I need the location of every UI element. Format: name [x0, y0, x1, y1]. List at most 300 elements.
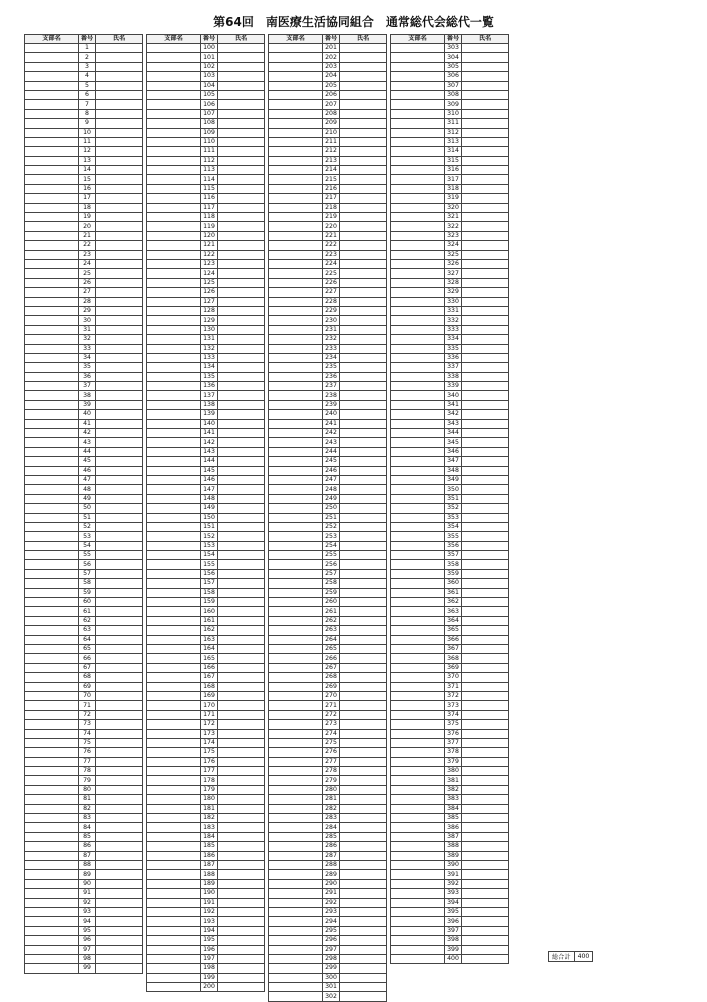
member-number: 51 [79, 513, 96, 522]
member-name [340, 203, 387, 212]
table-row [391, 560, 509, 569]
member-name [462, 579, 509, 588]
table-row [391, 297, 509, 306]
member-number: 266 [323, 654, 340, 663]
member-number: 42 [79, 429, 96, 438]
table-row [25, 663, 143, 672]
table-row [391, 119, 509, 128]
branch-cell [391, 823, 445, 832]
member-name [462, 532, 509, 541]
member-number: 194 [201, 926, 218, 935]
member-number: 293 [323, 907, 340, 916]
member-name [462, 926, 509, 935]
member-number: 25 [79, 269, 96, 278]
member-name [462, 701, 509, 710]
member-name [96, 776, 143, 785]
member-name [462, 382, 509, 391]
table-row [391, 823, 509, 832]
member-number: 9 [79, 119, 96, 128]
member-name [340, 579, 387, 588]
branch-cell [25, 81, 79, 90]
branch-cell [269, 222, 323, 231]
table-row [25, 400, 143, 409]
branch-cell [147, 447, 201, 456]
branch-cell [147, 175, 201, 184]
member-number: 274 [323, 729, 340, 738]
table-row [269, 832, 387, 841]
table-row [269, 90, 387, 99]
member-number: 295 [323, 926, 340, 935]
member-number: 54 [79, 541, 96, 550]
table-row [391, 363, 509, 372]
branch-cell [269, 306, 323, 315]
branch-cell [391, 645, 445, 654]
member-number: 363 [445, 607, 462, 616]
table-row [391, 569, 509, 578]
member-number: 381 [445, 776, 462, 785]
branch-cell [269, 447, 323, 456]
branch-cell [25, 560, 79, 569]
table-row [147, 691, 265, 700]
branch-cell [25, 485, 79, 494]
branch-cell [25, 814, 79, 823]
branch-cell [25, 936, 79, 945]
table-row [391, 457, 509, 466]
member-name [462, 335, 509, 344]
branch-cell [269, 870, 323, 879]
branch-cell [269, 522, 323, 531]
member-number: 343 [445, 419, 462, 428]
table-row [25, 513, 143, 522]
branch-cell [25, 551, 79, 560]
branch-header: 支部名 [391, 35, 445, 44]
branch-cell [269, 635, 323, 644]
table-row [25, 213, 143, 222]
branch-cell [269, 757, 323, 766]
branch-cell [269, 738, 323, 747]
table-row [269, 316, 387, 325]
member-name [462, 466, 509, 475]
member-number: 385 [445, 814, 462, 823]
branch-cell [269, 767, 323, 776]
member-name [462, 137, 509, 146]
member-number: 344 [445, 429, 462, 438]
member-name [218, 269, 265, 278]
member-number: 360 [445, 579, 462, 588]
branch-cell [25, 767, 79, 776]
table-row [269, 823, 387, 832]
branch-cell [391, 391, 445, 400]
grand-total [548, 951, 593, 962]
member-name [340, 795, 387, 804]
table-row [25, 250, 143, 259]
member-name [218, 626, 265, 635]
member-number: 393 [445, 889, 462, 898]
member-number: 209 [323, 119, 340, 128]
member-number: 68 [79, 673, 96, 682]
branch-cell [147, 485, 201, 494]
member-name [96, 72, 143, 81]
member-name [462, 738, 509, 747]
table-row [391, 842, 509, 851]
member-name [340, 654, 387, 663]
member-name [96, 851, 143, 860]
table-row [391, 353, 509, 362]
branch-cell [25, 720, 79, 729]
branch-cell [25, 898, 79, 907]
branch-cell [147, 457, 201, 466]
member-name [96, 128, 143, 137]
branch-cell [147, 569, 201, 578]
member-name [340, 729, 387, 738]
member-number: 229 [323, 306, 340, 315]
roster-table [24, 34, 143, 974]
branch-cell [269, 485, 323, 494]
member-number: 356 [445, 541, 462, 550]
member-number: 106 [201, 100, 218, 109]
table-row [147, 344, 265, 353]
branch-cell [147, 663, 201, 672]
branch-cell [25, 907, 79, 916]
branch-cell [391, 879, 445, 888]
table-row [147, 804, 265, 813]
branch-cell [391, 635, 445, 644]
member-number: 177 [201, 767, 218, 776]
branch-cell [25, 419, 79, 428]
member-name [462, 147, 509, 156]
member-number: 180 [201, 795, 218, 804]
member-name [340, 522, 387, 531]
member-number: 390 [445, 860, 462, 869]
member-name [218, 532, 265, 541]
member-number: 160 [201, 607, 218, 616]
table-row [25, 231, 143, 240]
table-row [147, 372, 265, 381]
branch-cell [269, 128, 323, 137]
member-name [218, 757, 265, 766]
member-number: 62 [79, 616, 96, 625]
member-name [462, 184, 509, 193]
member-number: 172 [201, 720, 218, 729]
branch-cell [25, 297, 79, 306]
member-number: 198 [201, 964, 218, 973]
member-name [340, 598, 387, 607]
branch-cell [147, 194, 201, 203]
table-row [147, 889, 265, 898]
member-number: 100 [201, 44, 218, 53]
member-number: 173 [201, 729, 218, 738]
table-row [25, 156, 143, 165]
member-number: 254 [323, 541, 340, 550]
table-row [269, 513, 387, 522]
branch-cell [391, 889, 445, 898]
member-number: 325 [445, 250, 462, 259]
branch-cell [25, 391, 79, 400]
member-number: 134 [201, 363, 218, 372]
member-name [96, 485, 143, 494]
member-name [340, 710, 387, 719]
table-row [25, 475, 143, 484]
member-number: 69 [79, 682, 96, 691]
member-number: 44 [79, 447, 96, 456]
member-number: 281 [323, 795, 340, 804]
member-name [462, 175, 509, 184]
branch-cell [391, 785, 445, 794]
member-name [462, 795, 509, 804]
member-name [462, 475, 509, 484]
member-number: 79 [79, 776, 96, 785]
member-number: 139 [201, 410, 218, 419]
table-row [147, 513, 265, 522]
branch-cell [391, 213, 445, 222]
table-row [147, 100, 265, 109]
branch-cell [25, 635, 79, 644]
branch-cell [269, 72, 323, 81]
member-name [462, 288, 509, 297]
branch-cell [391, 579, 445, 588]
branch-cell [391, 90, 445, 99]
member-name [218, 954, 265, 963]
member-number: 176 [201, 757, 218, 766]
member-name [462, 560, 509, 569]
member-name [218, 44, 265, 53]
branch-cell [269, 879, 323, 888]
member-name [218, 62, 265, 71]
member-name [96, 466, 143, 475]
table-row [147, 532, 265, 541]
table-row [391, 485, 509, 494]
member-name [340, 119, 387, 128]
member-name [96, 316, 143, 325]
branch-cell [391, 100, 445, 109]
member-number: 273 [323, 720, 340, 729]
member-name [96, 90, 143, 99]
table-row [25, 936, 143, 945]
member-number: 278 [323, 767, 340, 776]
table-row [269, 729, 387, 738]
member-number: 20 [79, 222, 96, 231]
member-number: 125 [201, 278, 218, 287]
branch-cell [391, 954, 445, 963]
member-number: 391 [445, 870, 462, 879]
member-name [462, 776, 509, 785]
member-name [96, 400, 143, 409]
member-name [462, 767, 509, 776]
branch-cell [25, 203, 79, 212]
branch-cell [25, 870, 79, 879]
table-row [25, 907, 143, 916]
member-name [462, 231, 509, 240]
member-number: 292 [323, 898, 340, 907]
table-row [269, 447, 387, 456]
member-name [96, 814, 143, 823]
table-row [147, 701, 265, 710]
member-name [340, 400, 387, 409]
branch-cell [25, 288, 79, 297]
table-row [391, 325, 509, 334]
table-row [147, 926, 265, 935]
member-name [218, 297, 265, 306]
member-name [218, 222, 265, 231]
member-name [96, 119, 143, 128]
branch-cell [25, 353, 79, 362]
branch-cell [25, 166, 79, 175]
branch-cell [391, 335, 445, 344]
member-number: 103 [201, 72, 218, 81]
branch-cell [269, 137, 323, 146]
table-row [147, 720, 265, 729]
branch-cell [147, 560, 201, 569]
branch-cell [147, 72, 201, 81]
member-number: 318 [445, 184, 462, 193]
member-name [340, 814, 387, 823]
member-number: 1 [79, 44, 96, 53]
member-number: 123 [201, 259, 218, 268]
member-name [462, 372, 509, 381]
member-number: 3 [79, 62, 96, 71]
member-number: 378 [445, 748, 462, 757]
member-name [96, 729, 143, 738]
member-name [462, 400, 509, 409]
member-number: 147 [201, 485, 218, 494]
branch-cell [25, 372, 79, 381]
table-row [269, 870, 387, 879]
member-number: 264 [323, 635, 340, 644]
branch-cell [147, 814, 201, 823]
member-name [462, 588, 509, 597]
table-row [25, 184, 143, 193]
member-number: 240 [323, 410, 340, 419]
branch-cell [391, 137, 445, 146]
member-name [340, 964, 387, 973]
branch-cell [25, 654, 79, 663]
table-row [269, 119, 387, 128]
branch-cell [269, 691, 323, 700]
member-number: 115 [201, 184, 218, 193]
table-row [147, 504, 265, 513]
branch-cell [147, 645, 201, 654]
member-name [340, 551, 387, 560]
member-name [218, 72, 265, 81]
member-number: 175 [201, 748, 218, 757]
member-name [218, 447, 265, 456]
branch-cell [25, 954, 79, 963]
member-number: 128 [201, 306, 218, 315]
member-number: 333 [445, 325, 462, 334]
member-number: 37 [79, 382, 96, 391]
member-number: 218 [323, 203, 340, 212]
member-name [340, 870, 387, 879]
branch-cell [147, 137, 201, 146]
member-number: 73 [79, 720, 96, 729]
member-number: 126 [201, 288, 218, 297]
member-number: 347 [445, 457, 462, 466]
branch-cell [269, 983, 323, 992]
branch-cell [269, 851, 323, 860]
member-number: 52 [79, 522, 96, 531]
branch-cell [269, 842, 323, 851]
branch-cell [269, 532, 323, 541]
member-name [96, 907, 143, 916]
branch-cell [147, 889, 201, 898]
table-row [25, 128, 143, 137]
member-number: 136 [201, 382, 218, 391]
table-row [25, 259, 143, 268]
branch-cell [147, 701, 201, 710]
table-row [269, 325, 387, 334]
table-row [391, 438, 509, 447]
member-number: 65 [79, 645, 96, 654]
member-name [218, 53, 265, 62]
table-row [269, 898, 387, 907]
branch-cell [147, 983, 201, 992]
table-row [391, 729, 509, 738]
branch-cell [269, 673, 323, 682]
member-name [218, 306, 265, 315]
branch-cell [25, 250, 79, 259]
table-row [391, 720, 509, 729]
branch-cell [269, 560, 323, 569]
table-row [25, 729, 143, 738]
table-row [25, 814, 143, 823]
member-name [96, 917, 143, 926]
member-number: 294 [323, 917, 340, 926]
branch-cell [25, 194, 79, 203]
table-row [147, 109, 265, 118]
member-name [340, 222, 387, 231]
member-number: 307 [445, 81, 462, 90]
table-row [25, 429, 143, 438]
table-row [25, 147, 143, 156]
member-name [462, 757, 509, 766]
table-row [25, 654, 143, 663]
table-row [269, 241, 387, 250]
table-row [391, 81, 509, 90]
member-name [96, 569, 143, 578]
branch-cell [391, 917, 445, 926]
member-number: 4 [79, 72, 96, 81]
table-row [147, 44, 265, 53]
table-row [147, 259, 265, 268]
branch-cell [391, 259, 445, 268]
table-row [269, 522, 387, 531]
member-name [340, 288, 387, 297]
member-name [218, 419, 265, 428]
member-number: 358 [445, 560, 462, 569]
branch-cell [147, 419, 201, 428]
member-name [462, 889, 509, 898]
branch-cell [25, 466, 79, 475]
member-number: 369 [445, 663, 462, 672]
table-row [391, 738, 509, 747]
branch-cell [147, 53, 201, 62]
table-row [25, 466, 143, 475]
member-name [96, 691, 143, 700]
branch-cell [269, 100, 323, 109]
table-row [25, 325, 143, 334]
branch-cell [147, 832, 201, 841]
table-row [391, 391, 509, 400]
branch-cell [147, 259, 201, 268]
member-name [96, 344, 143, 353]
member-name [218, 720, 265, 729]
table-row [25, 541, 143, 550]
table-row [269, 804, 387, 813]
member-number: 221 [323, 231, 340, 240]
member-number: 113 [201, 166, 218, 175]
member-name [462, 626, 509, 635]
branch-cell [391, 504, 445, 513]
